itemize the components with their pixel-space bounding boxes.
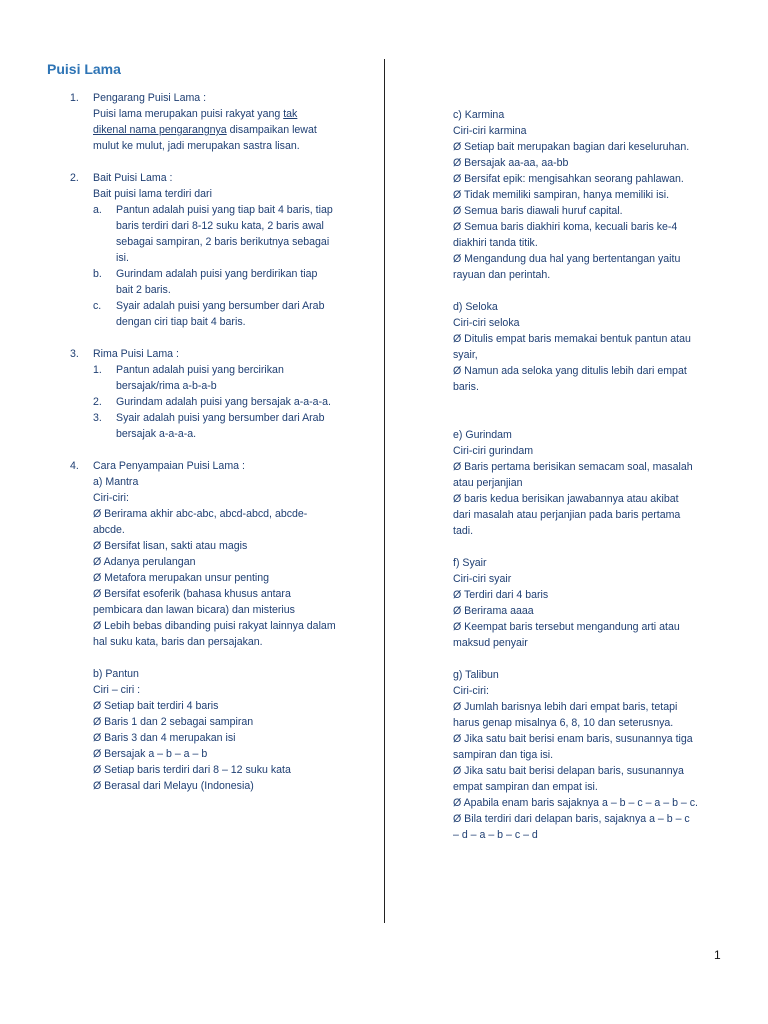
list-number: 1. bbox=[70, 92, 79, 104]
text-line: dari masalah atau perjanjian pada baris pertama bbox=[453, 509, 681, 521]
text-line: rayuan dan perintah. bbox=[453, 269, 551, 281]
text-line: Ø Baris pertama berisikan semacam soal, masalah bbox=[453, 461, 693, 473]
text-line: bersajak a-a-a-a. bbox=[116, 428, 197, 440]
subsection-title: g) Talibun bbox=[453, 669, 499, 681]
list-marker: 1. bbox=[93, 364, 102, 376]
list-item bbox=[0, 266, 384, 282]
list-item-text: Syair adalah puisi yang bersumber dari Arab bbox=[116, 300, 325, 312]
text-line: Ø Metafora merupakan unsur penting bbox=[93, 572, 270, 584]
list-item-text: Gurindam adalah puisi yang bersajak a-a-a-a. bbox=[116, 396, 331, 408]
text-line: Bait puisi lama terdiri dari bbox=[93, 188, 212, 200]
ciri-label: Ciri-ciri syair bbox=[453, 573, 512, 585]
text-line: Ø Adanya perulangan bbox=[93, 556, 196, 568]
subsection-title: c) Karmina bbox=[453, 109, 505, 121]
text-line bbox=[0, 122, 384, 138]
list-number: 2. bbox=[70, 172, 79, 184]
list-item bbox=[0, 202, 384, 218]
page-number: 1 bbox=[714, 948, 721, 962]
text-line: Ø Setiap bait terdiri 4 baris bbox=[93, 700, 219, 712]
text-line: Ø Bersifat lisan, sakti atau magis bbox=[93, 540, 248, 552]
text-line: bersajak/rima a-b-a-b bbox=[116, 380, 217, 392]
pantun-list bbox=[0, 698, 384, 794]
text-line: Ø Bersifat esoferik (bahasa khusus antara bbox=[93, 588, 291, 600]
text-line: Ø Setiap bait merupakan bagian dari keseluruhan. bbox=[453, 141, 690, 153]
text-line: dengan ciri tiap bait 4 baris. bbox=[116, 316, 246, 328]
text-line: diakhiri tanda titik. bbox=[453, 237, 538, 249]
text-line: – d – a – b – c – d bbox=[453, 829, 538, 841]
column-divider bbox=[384, 59, 385, 923]
page-title: Puisi Lama bbox=[47, 61, 121, 77]
heading-text: Rima Puisi Lama : bbox=[93, 348, 179, 360]
ciri-label: Ciri-ciri karmina bbox=[453, 125, 527, 137]
list-item bbox=[0, 298, 384, 314]
text-line: Ø Berasal dari Melayu (Indonesia) bbox=[93, 780, 254, 792]
text-line: Ø Bila terdiri dari delapan baris, sajaknya a – b – c bbox=[453, 813, 690, 825]
ciri-label: Ciri-ciri: bbox=[453, 685, 489, 697]
text-line: Ø Bersajak aa-aa, aa-bb bbox=[453, 157, 569, 169]
heading-text: Cara Penyampaian Puisi Lama : bbox=[93, 460, 245, 472]
section-heading bbox=[0, 170, 384, 186]
subsection-title: e) Gurindam bbox=[453, 429, 512, 441]
heading-text: Pengarang Puisi Lama : bbox=[93, 92, 207, 104]
list-item-text: Syair adalah puisi yang bersumber dari Arab bbox=[116, 412, 325, 424]
list-marker: c. bbox=[93, 300, 102, 312]
list-marker: 3. bbox=[93, 412, 102, 424]
underlined-text: dikenal nama pengarangnya bbox=[93, 124, 227, 136]
subsection-title: a) Mantra bbox=[93, 476, 139, 488]
gurindam-list bbox=[453, 459, 728, 539]
text-line: Ø Ditulis empat baris memakai bentuk pantun atau bbox=[453, 333, 691, 345]
text-line: isi. bbox=[116, 252, 129, 264]
text-line: Ø Namun ada seloka yang ditulis lebih dari empat bbox=[453, 365, 687, 377]
list-item bbox=[0, 394, 384, 410]
ciri-label: Ciri-ciri: bbox=[93, 492, 129, 504]
section-heading bbox=[0, 346, 384, 362]
text-line: atau perjanjian bbox=[453, 477, 523, 489]
text-line: Ø Baris 3 dan 4 merupakan isi bbox=[93, 732, 236, 744]
talibun-list bbox=[453, 699, 728, 843]
text-line: Ø Berirama aaaa bbox=[453, 605, 534, 617]
text-line: Ø Keempat baris tersebut mengandung arti atau bbox=[453, 621, 680, 633]
text-line: Ø Semua baris diawali huruf capital. bbox=[453, 205, 623, 217]
text-line: Ø Lebih bebas dibanding puisi rakyat lainnya dalam bbox=[93, 620, 336, 632]
list-item bbox=[0, 362, 384, 378]
subsection-title: b) Pantun bbox=[93, 668, 139, 680]
text-line: Ø Jumlah barisnya lebih dari empat baris, tetapi bbox=[453, 701, 678, 713]
karmina-list bbox=[453, 139, 728, 283]
list-number: 4. bbox=[70, 460, 79, 472]
text-line bbox=[0, 106, 384, 122]
text-line: Ø Tidak memiliki sampiran, hanya memiliki isi. bbox=[453, 189, 670, 201]
section-heading bbox=[0, 90, 384, 106]
text-line: Ø Mengandung dua hal yang bertentangan yaitu bbox=[453, 253, 681, 265]
syair-list bbox=[453, 587, 728, 651]
text-line: abcde. bbox=[93, 524, 125, 536]
text-line: Ø Terdiri dari 4 baris bbox=[453, 589, 549, 601]
text-line: Ø baris kedua berisikan jawabannya atau akibat bbox=[453, 493, 679, 505]
underlined-text: tak bbox=[283, 108, 298, 120]
text-line: mulut ke mulut, jadi merupakan sastra lisan. bbox=[93, 140, 300, 152]
mantra-list bbox=[0, 506, 384, 650]
text-line: baris. bbox=[453, 381, 479, 393]
list-item-text: Pantun adalah puisi yang tiap bait 4 baris, tiap bbox=[116, 204, 333, 216]
ciri-label: Ciri-ciri gurindam bbox=[453, 445, 534, 457]
ciri-label: Ciri – ciri : bbox=[93, 684, 141, 696]
text-line: baris terdiri dari 8-12 suku kata, 2 baris awal bbox=[116, 220, 324, 232]
list-item-text: Gurindam adalah puisi yang berdirikan tiap bbox=[116, 268, 318, 280]
text-line: maksud penyair bbox=[453, 637, 528, 649]
ciri-label: Ciri-ciri seloka bbox=[453, 317, 520, 329]
text-line: Ø Jika satu bait berisi delapan baris, susunannya bbox=[453, 765, 684, 777]
list-marker: a. bbox=[93, 204, 102, 216]
text-span: Puisi lama merupakan puisi rakyat yang bbox=[93, 108, 284, 120]
text-line: empat sampiran dan empat isi. bbox=[453, 781, 598, 793]
text-line: Ø Bersajak a – b – a – b bbox=[93, 748, 208, 760]
text-line: sebagai sampiran, 2 baris berikutnya sebagai bbox=[116, 236, 330, 248]
list-item bbox=[0, 410, 384, 426]
right-column bbox=[453, 107, 728, 843]
text-line: Ø Bersifat epik: mengisahkan seorang pahlawan. bbox=[453, 173, 684, 185]
text-line: bait 2 baris. bbox=[116, 284, 171, 296]
subsection-title: f) Syair bbox=[453, 557, 487, 569]
text-line: pembicara dan lawan bicara) dan misterius bbox=[93, 604, 295, 616]
text-line: syair, bbox=[453, 349, 478, 361]
left-column bbox=[0, 90, 384, 794]
subsection-title: d) Seloka bbox=[453, 301, 498, 313]
text-line: Ø Apabila enam baris sajaknya a – b – c – a – b – c. bbox=[453, 797, 698, 809]
seloka-list bbox=[453, 331, 728, 395]
list-number: 3. bbox=[70, 348, 79, 360]
text-line: Ø Baris 1 dan 2 sebagai sampiran bbox=[93, 716, 254, 728]
list-item-text: Pantun adalah puisi yang bercirikan bbox=[116, 364, 284, 376]
text-line: sampiran dan tiga isi. bbox=[453, 749, 554, 761]
list-marker: 2. bbox=[93, 396, 102, 408]
text-line: Ø Semua baris diakhiri koma, kecuali baris ke-4 bbox=[453, 221, 678, 233]
text-line: Ø Setiap baris terdiri dari 8 – 12 suku kata bbox=[93, 764, 291, 776]
text-line: hal suku kata, baris dan persajakan. bbox=[93, 636, 263, 648]
section-heading bbox=[0, 458, 384, 474]
text-span: disampaikan lewat bbox=[226, 124, 317, 136]
text-line: harus genap misalnya 6, 8, 10 dan seterusnya. bbox=[453, 717, 674, 729]
text-line: tadi. bbox=[453, 525, 474, 537]
text-line: Ø Jika satu bait berisi enam baris, susunannya tiga bbox=[453, 733, 693, 745]
text-line: Ø Berirama akhir abc-abc, abcd-abcd, abcde- bbox=[93, 508, 308, 520]
list-marker: b. bbox=[93, 268, 102, 280]
heading-text: Bait Puisi Lama : bbox=[93, 172, 173, 184]
